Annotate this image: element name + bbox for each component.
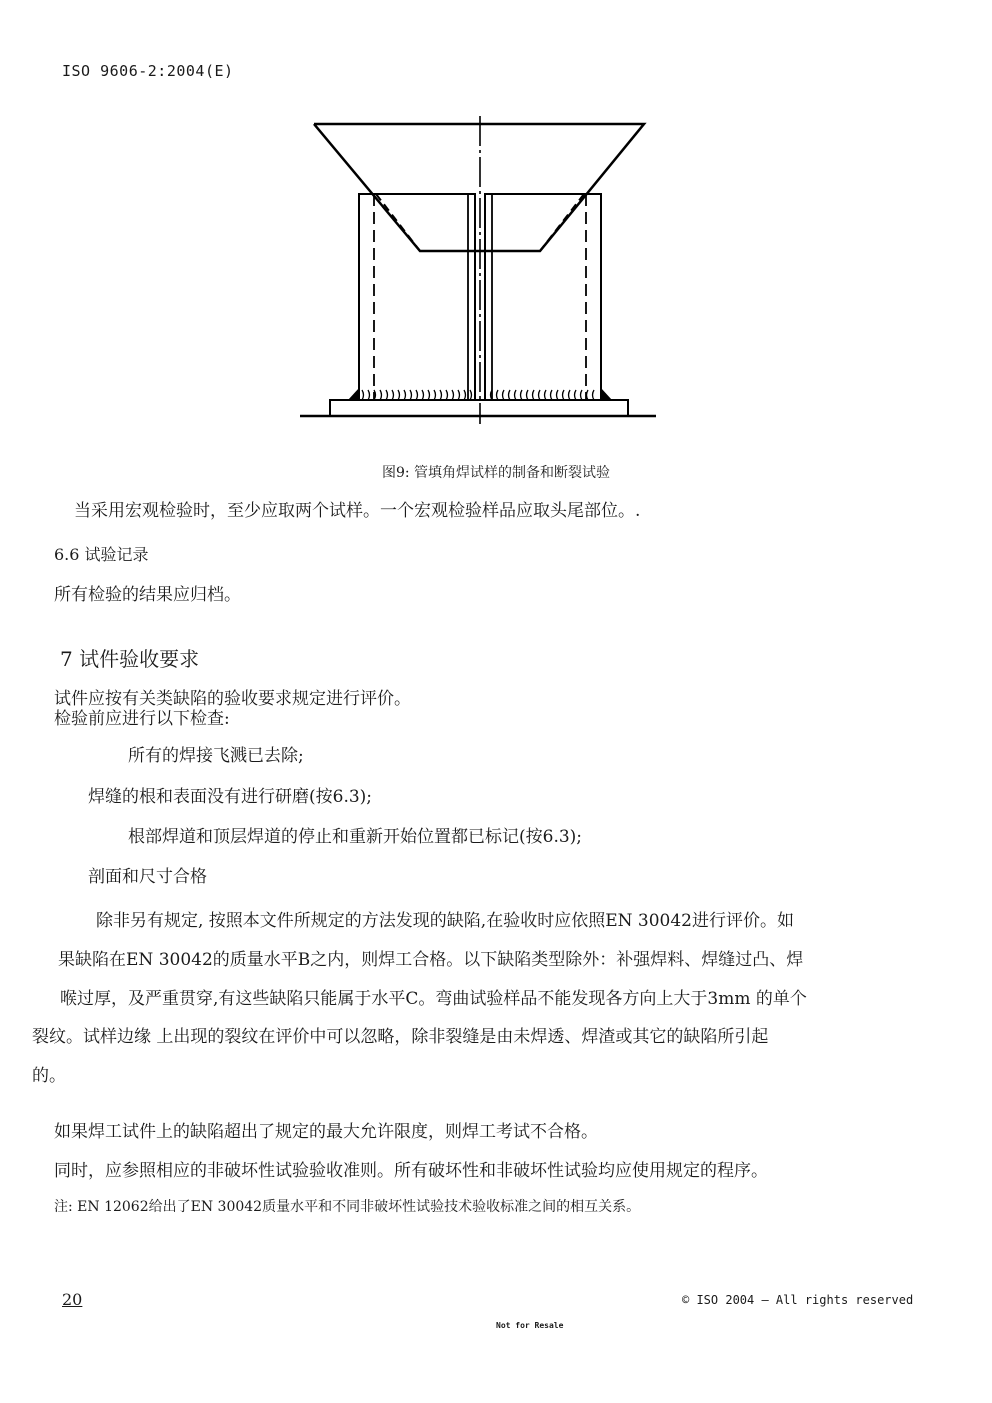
document-header: ISO 9606-2:2004(E) (62, 62, 234, 80)
check-item: 根部焊道和顶层焊道的停止和重新开始位置都已标记(按6.3); (128, 827, 583, 847)
acceptance-line: 的。 (32, 1066, 66, 1086)
section-7-line1: 试件应按有关类缺陷的验收要求规定进行评价。 (54, 689, 411, 709)
section-7-heading: 7 试件验收要求 (60, 647, 200, 671)
acceptance-line: 果缺陷在EN 30042的质量水平B之内，则焊工合格。以下缺陷类型除外：补强焊料、焊缝过凸、焊 (58, 950, 804, 970)
check-item: 所有的焊接飞溅已去除; (128, 746, 304, 766)
section-7-line2: 检验前应进行以下检查: (54, 709, 230, 729)
page-number: 20 (62, 1290, 83, 1309)
acceptance-line: 除非另有规定, 按照本文件所规定的方法发现的缺陷,在验收时应依照EN 30042进行评价。如 (96, 911, 794, 931)
fail-statement: 如果焊工试件上的缺陷超出了规定的最大允许限度，则焊工考试不合格。 (54, 1122, 598, 1142)
fillet-weld-fracture-test-diagram (300, 114, 660, 426)
check-item: 焊缝的根和表面没有进行研磨(按6.3); (88, 787, 373, 807)
not-for-resale: Not for Resale (496, 1321, 564, 1330)
copyright: © ISO 2004 – All rights reserved (682, 1293, 914, 1307)
note: 注: EN 12062给出了EN 30042质量水平和不同非破坏性试验技术验收标准之间的相互关系。 (54, 1199, 641, 1215)
acceptance-line: 裂纹。试样边缘 上出现的裂纹在评价中可以忽略，除非裂缝是由未焊透、焊渣或其它的缺陷所引起 (32, 1027, 769, 1047)
intro-paragraph: 当采用宏观检验时，至少应取两个试样。一个宏观检验样品应取头尾部位。. (74, 501, 641, 521)
check-item: 剖面和尺寸合格 (88, 867, 207, 887)
section-6-6-text: 所有检验的结果应归档。 (54, 585, 241, 605)
section-6-6-heading: 6.6 试验记录 (54, 545, 149, 564)
figure-caption: 图9: 管填角焊试样的制备和断裂试验 (381, 465, 611, 481)
acceptance-line: 喉过厚，及严重贯穿,有这些缺陷只能属于水平C。弯曲试验样品不能发现各方向上大于3mm 的单个 (60, 989, 807, 1009)
ndt-statement: 同时，应参照相应的非破坏性试验验收准则。所有破坏性和非破坏性试验均应使用规定的程序。 (54, 1161, 768, 1181)
